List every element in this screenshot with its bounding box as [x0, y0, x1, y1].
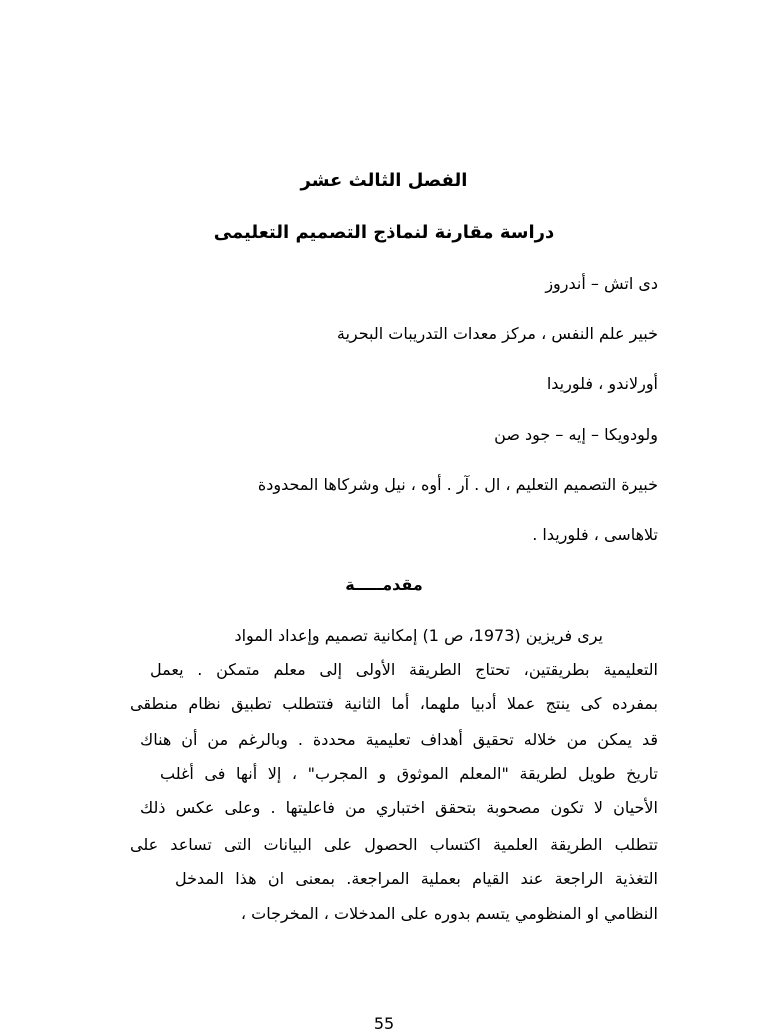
section-heading: مقدمـــــة	[345, 575, 423, 594]
paragraph-line: بمفرده كى ينتج عملا أدبيا ملهما، أما الثانية فتتطلب تطبيق نظام منطقى	[130, 694, 658, 713]
author-line: دى اتش – أندروز	[545, 274, 658, 293]
paragraph-line: التغذية الراجعة عند القيام بعملية المراجعة. بمعنى ان هذا المدخل	[175, 869, 658, 888]
page-number: 55	[373, 1014, 395, 1033]
author-line: أورلاندو ، فلوريدا	[546, 374, 658, 393]
paragraph-line: تاريخ طويل لطريقة "المعلم الموثوق و المجرب" ، إلا أنها فى أغلب	[160, 764, 658, 783]
paragraph-line: الأحيان لا تكون مصحوبة بتحقق اختباري من فاعليتها . وعلى عكس ذلك	[140, 798, 658, 817]
paragraph-line: قد يمكن من خلاله تحقيق أهداف تعليمية محددة . وبالرغم من أن هناك	[140, 730, 658, 749]
paragraph-line: النظامي او المنظومي يتسم بدوره على المدخلات ، المخرجات ،	[240, 904, 658, 923]
author-line: ولودويكا – إيه – جود صن	[494, 425, 658, 444]
author-line: خبير علم النفس ، مركز معدات التدريبات البحرية	[336, 324, 658, 343]
author-line: خبيرة التصميم التعليم ، ال . آر . أوه ، نيل وشركاها المحدودة	[257, 475, 658, 494]
author-line: تلاهاسى ، فلوريدا .	[532, 525, 658, 544]
paragraph-line: يرى فريزين (1973، ص 1) إمكانية تصميم وإعداد المواد	[234, 626, 603, 645]
paragraph-line: التعليمية بطريقتين، تحتاج الطريقة الأولى إلى معلم متمكن . يعمل	[150, 660, 658, 679]
paragraph-line: تتطلب الطريقة العلمية اكتساب الحصول على البيانات التى تساعد على	[130, 835, 658, 854]
chapter-subtitle: دراسة مقارنة لنماذج التصميم التعليمى	[213, 222, 555, 243]
chapter-title: الفصل الثالث عشر	[300, 170, 468, 191]
